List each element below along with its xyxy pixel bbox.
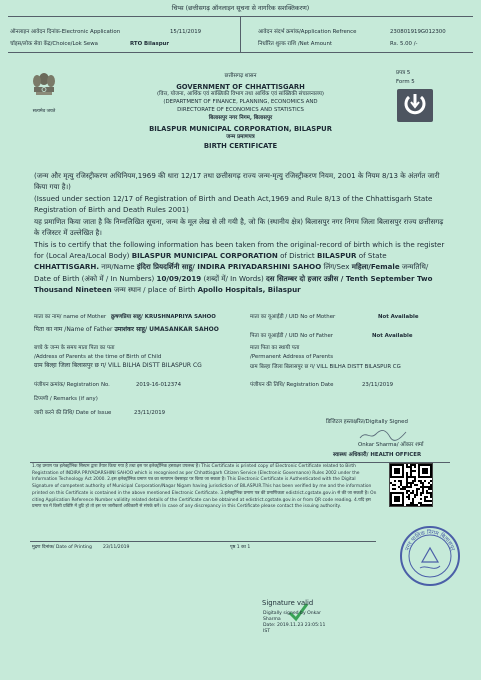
- paragraph-certify-english: This is to certify that the following information has been taken from the original-record of birth which is the register for (Local Area/Local Body) BILASPUR MUNICIPAL CORPORATION of District BILASPUR of State CHHATTISGARH. नाम/Name इंदिरा प्रियदर्शिनी साहू/ INDIRA PRIYADARSHINI SAHOO लिंग/Sex महिला/Female जन्मतिथि/ Date of Birth (अंको में / In Numbers) 10/09/2019 (शब्दों में/ In Words) दस सितम्बर दो हजार उन्नीस / Tenth September Two Thousand Nineteen जन्म स्थान / place of Birth Apollo Hospitals, Bilaspur: [34, 240, 445, 294]
- mother-name-label: माता का नाम/ name of Mother: [34, 314, 107, 320]
- reg-no-value: 2019-16-012374: [136, 382, 182, 388]
- child-name: इंदिरा प्रियदर्शिनी साहू/ INDIRA PRIYADARSHINI SAHOO: [136, 262, 322, 272]
- paragraph-certify-hindi: यह प्रमाणित किया जाता है कि निम्नलिखित सूचना, जन्म के मूल लेख से ली गयी है, जो कि (स्थानीय क्षेत्र) बिलासपुर नगर निगम जिला बिलासपुर राज्य छत्तीसगढ़ के रजिस्टर में उल्लेखित है।: [34, 217, 444, 238]
- reg-date-value: 23/11/2019: [362, 382, 394, 388]
- perm-address-label: /Permanent Address of Parents: [250, 354, 333, 360]
- choice-label: चॉइस/लोक सेवा केंद्र/Choice/Lok Sewa: [10, 41, 98, 47]
- birth-address-value: ग्राम बिल्हा जिला बिलासपुर छ ग/ VILL BILHA DISTT BILASPUR CG: [34, 362, 202, 369]
- certificate-title: BIRTH CERTIFICATE: [203, 142, 278, 150]
- mother-name-value: क्रुषणप्रिया साहू/ KRUSHNAPRIYA SAHOO: [111, 314, 216, 320]
- app-date-value: 15/11/2019: [170, 29, 202, 35]
- page-number: पृष्ठ 1 का 1: [230, 545, 251, 550]
- signatory-name: Onkar Sharma/ ओंकार शर्मा: [358, 442, 424, 448]
- perm-address-label-hindi: माता पिता का स्थायी पता: [250, 345, 300, 351]
- disclaimer-text: 1.यह प्रमाण पत्र इलेक्ट्रॉनिक सिस्टम द्वारा तैयार किया गया है तथा इस पर इलेक्ट्रॉनिक हस्ताक्षर उपलब्ध है। This Certificate is printed copy of Electronic Certificate related to Birth Registration of INDIRA PRIYADARSHINI SAHOO which is recognised as per Chhattisgarh Citizen Service (Electronic Governance) Rules 2002 under the Information Technology Act 2000. 2.इस इलेक्ट्रॉनिक प्रमाण पत्र का सत्यापन वेबसाइट पर किया जा सकता है। This Electronic Certificate is Authenticated with the Digital Signature of competent authority of Municipal Corporation/Nagar Nigam having jurisdiction of BILASPUR.This has been verified by me and the information printed on this Certificate is contained in the above mentioned Electronic Certificate. 3.इलेक्ट्रॉनिक प्रमाण पत्र की प्रमाणिकता edistrict.cgstate.gov.in से की जा सकती है। On citing Application Reference Number validity related details of the Certificate can be obtained at edistrict.cgstate.gov.in or from QR code reading. 4.यदि इस प्रमाण पत्र में किसी प्रविष्टि में त्रुटि हो तो इस पर जारीकर्ता अधिकारी से संपर्क करें। In case of any discrepancy in this Certificate please contact the issuing authority.: [32, 464, 377, 510]
- choice-value: RTO Bilaspur: [130, 41, 170, 47]
- mother-uid-value: Not Available: [378, 314, 419, 320]
- gov-line-7: BILASPUR MUNICIPAL CORPORATION, BILASPUR: [149, 125, 332, 133]
- paragraph-act-english: (Issued under section 12/17 of Registration of Birth and Death Act,1969 and Rule 8/13 of the Chhattisgarh State Registration of Birth and Death Rules 2001): [34, 194, 433, 215]
- father-name-value: उमाशंकर साहू/ UMASANKAR SAHOO: [114, 326, 219, 333]
- officer-signature-icon: [358, 428, 408, 442]
- birth-address-label-hindi: बच्चे के जन्म के समय माता पिता का पता: [34, 345, 115, 351]
- signature-valid-line-1: Digitally signed by Onkar: [263, 611, 321, 616]
- gov-line-4: (DEPARTMENT OF FINANCE, PLANNING, ECONOMICS AND: [163, 99, 318, 105]
- dob-words: दस सितम्बर दो हजार उन्नीस / Tenth September Two Thousand Nineteen: [34, 273, 433, 294]
- signature-valid-line-3: Date: 2019.11.23 23:05:11: [263, 623, 326, 628]
- father-uid-label: पिता का यूआईडी / UID No of Father: [250, 333, 334, 339]
- app-ref-value: 230801919G012300: [390, 29, 446, 35]
- birth-address-label: /Address of Parents at the time of Birth of Child: [34, 354, 162, 360]
- signature-valid-title: Signature valid: [262, 599, 314, 607]
- paragraph-act-hindi: (जन्म और मृत्यु रजिस्ट्रीकरण अधिनियम,1969 की धारा 12/17 तथा छत्तीसगढ़ राज्य जन्म-मृत्यु रजिस्ट्रीकरण नियम, 2001 के नियम 8/13 के अंतर्गत जारी किया गया है।): [34, 171, 440, 192]
- emblem-caption: सत्यमेव जयते: [32, 109, 56, 114]
- form-no-english: Form 5: [396, 79, 415, 85]
- issue-date-label: जारी करने की तिथि/ Date of Issue: [34, 410, 112, 416]
- amount-value: Rs. 5.00 /-: [390, 41, 418, 47]
- gov-line-6: बिलासपुर नगर निगम, बिलासपुर: [208, 115, 273, 121]
- form-no-hindi: प्रपत्र 5: [396, 70, 411, 76]
- printing-date-label: मुद्रण दिनांक/ Date of Printing: [32, 545, 92, 550]
- app-ref-label: आवेदन संदर्भ क्रमांक/Application Refrence: [258, 29, 357, 35]
- remarks-label: टिप्पणी / Remarks (if any): [34, 396, 98, 402]
- reg-no-label: पंजीयन क्रमांक/ Registration No.: [34, 382, 110, 388]
- digitally-signed-label: डिजिटल हस्ताक्षरित/Digitally Signed: [326, 419, 408, 425]
- qr-code[interactable]: [389, 463, 433, 507]
- signature-valid-line-4: IST: [263, 629, 271, 634]
- gov-line-3: (वित्त, योजना, आर्थिक एवं सांख्यिकी विभाग तथा आर्थिक एवं सांख्यिकी संचालनालय): [156, 91, 325, 97]
- gov-line-5: DIRECTORATE OF ECONOMICS AND STATISTICS: [177, 107, 304, 113]
- child-sex: महिला/Female: [351, 262, 400, 272]
- father-uid-value: Not Available: [372, 333, 413, 339]
- dob-numbers: 10/09/2019: [156, 273, 202, 283]
- mother-uid-label: माता का यूआईडी / UID No of Mother: [250, 314, 336, 320]
- top-banner: चिप्स (छत्तीसगढ़ ऑनलाइन सूचना से नागरिक सशक्तिकरण): [171, 5, 310, 12]
- reg-date-label: पंजीयन की तिथि/ Registration Date: [250, 382, 334, 388]
- gov-line-8: जन्म प्रमाणपत्र: [226, 134, 255, 140]
- place-of-birth: Apollo Hospitals, Bilaspur: [197, 284, 301, 294]
- issue-date-value: 23/11/2019: [134, 410, 166, 416]
- gov-line-1: छत्तीसगढ़ शासन: [224, 73, 257, 79]
- father-name: पिता का नाम /Name of Father उमाशंकर साहू/ UMASANKAR SAHOO: [34, 326, 219, 333]
- qr-code-icon: [390, 464, 432, 506]
- gov-line-2: GOVERNMENT OF CHHATTISGARH: [176, 83, 305, 91]
- municipal-seal-icon: [398, 524, 462, 588]
- signatory-title: स्वास्थ्य अधिकारी/ HEALTH OFFICER: [333, 452, 422, 458]
- signature-valid-line-2: Sharma: [263, 617, 281, 622]
- amount-label: निर्धारित शुल्क राशि /Net Amount: [258, 41, 332, 47]
- seal-text: नगर पालिक निगम बिलासपुर: [404, 529, 456, 552]
- printing-date-value: 23/11/2019: [103, 545, 130, 550]
- app-date-label: ऑनलाइन आवेदन दिनांक-Electronic Application: [10, 29, 121, 35]
- perm-address-value: ग्राम बिल्हा जिला बिलासपुर छ ग/ VILL BILHA DISTT BILASPUR CG: [250, 364, 401, 370]
